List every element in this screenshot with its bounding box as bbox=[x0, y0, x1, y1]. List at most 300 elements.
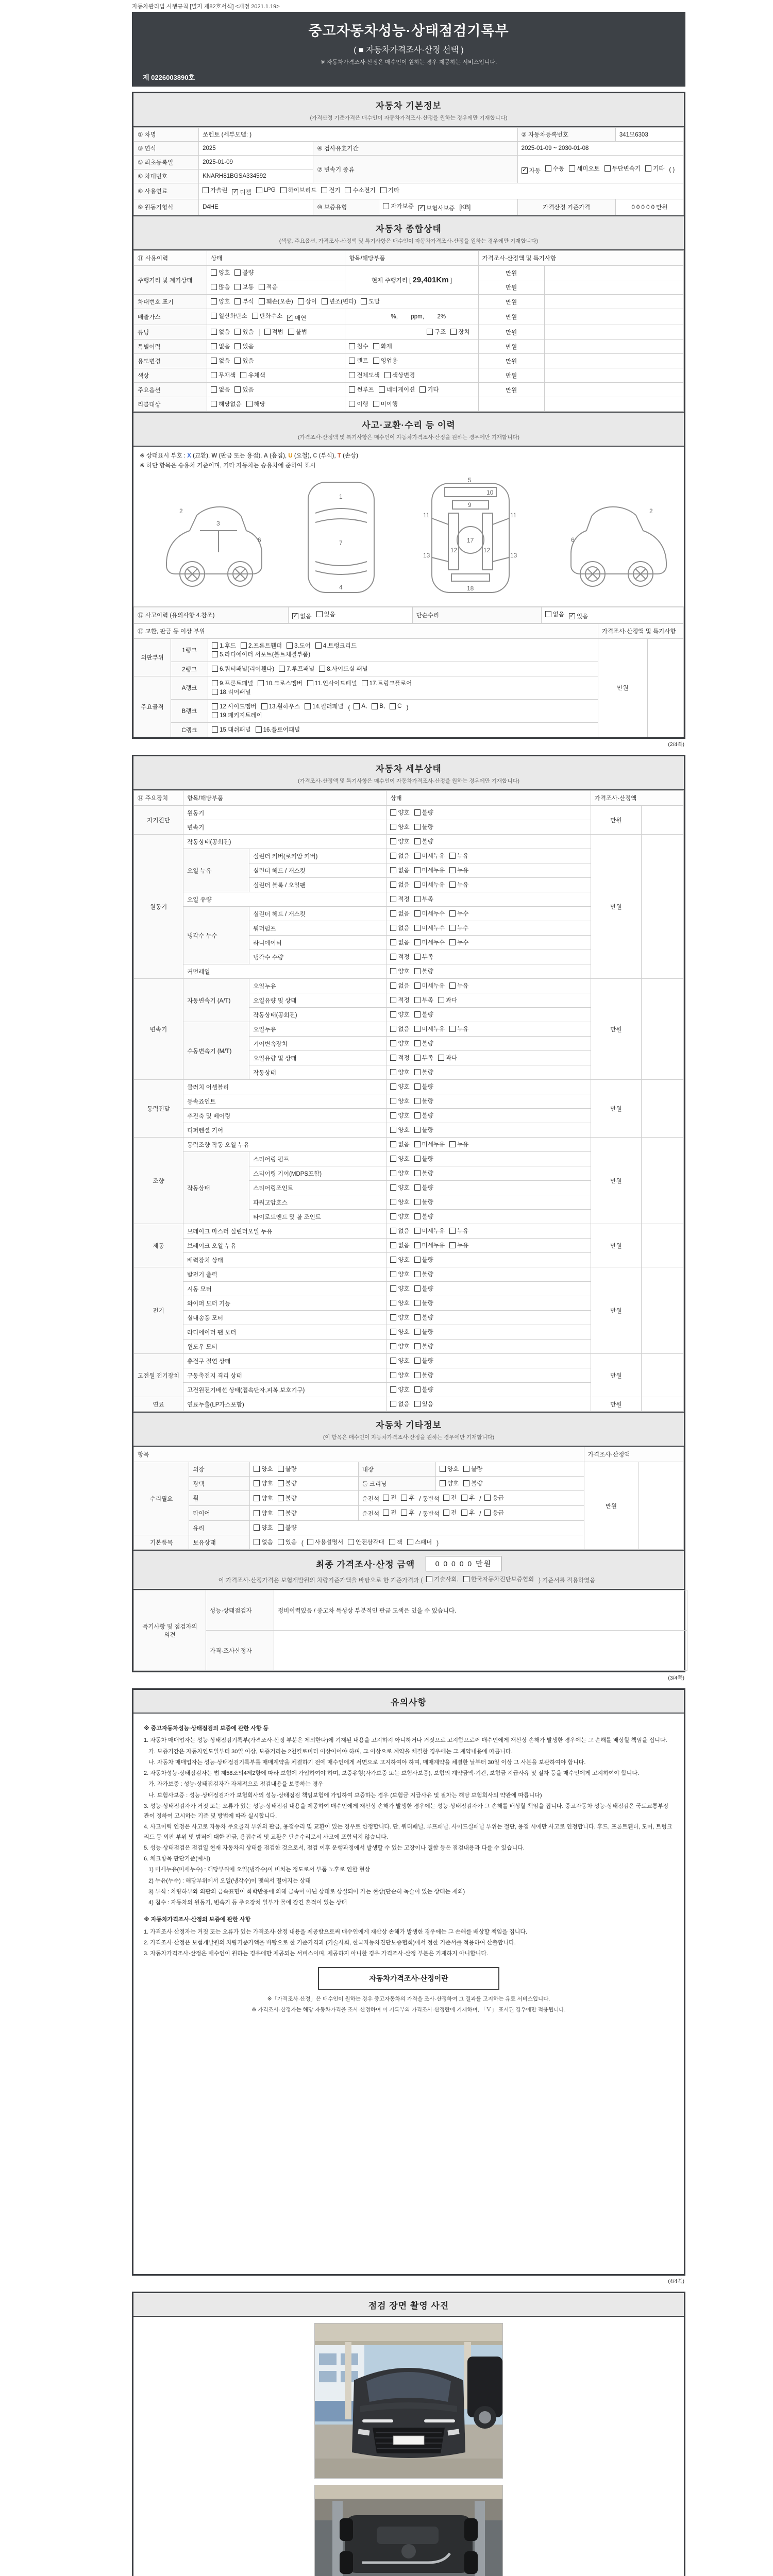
polish-options[interactable] bbox=[250, 1477, 358, 1491]
checkbox[interactable] bbox=[234, 342, 254, 350]
checkbox[interactable] bbox=[443, 1494, 457, 1502]
checkbox[interactable] bbox=[414, 866, 445, 874]
status-options[interactable] bbox=[386, 1397, 591, 1412]
checkbox[interactable] bbox=[307, 1538, 344, 1546]
warranty-options[interactable] bbox=[379, 199, 517, 215]
transmission-options[interactable] bbox=[517, 156, 683, 183]
checkbox[interactable] bbox=[390, 1371, 409, 1379]
usage-change-items[interactable] bbox=[345, 354, 478, 368]
checkbox[interactable] bbox=[212, 679, 253, 687]
recall-options[interactable] bbox=[207, 397, 345, 412]
checkbox[interactable] bbox=[321, 186, 340, 194]
wheel-options[interactable] bbox=[250, 1491, 358, 1506]
special-history-options[interactable] bbox=[207, 340, 345, 354]
checkbox[interactable] bbox=[278, 1465, 297, 1473]
status-options[interactable] bbox=[386, 907, 591, 921]
checkbox[interactable] bbox=[203, 186, 227, 194]
checkbox[interactable] bbox=[349, 385, 374, 394]
checkbox[interactable] bbox=[414, 1126, 433, 1134]
checkbox[interactable] bbox=[390, 909, 409, 918]
checkbox[interactable] bbox=[390, 1169, 409, 1177]
checkbox[interactable] bbox=[414, 852, 445, 860]
checkbox[interactable] bbox=[414, 1227, 445, 1235]
checkbox[interactable] bbox=[390, 1198, 409, 1206]
checkbox[interactable] bbox=[414, 1111, 433, 1120]
status-options[interactable] bbox=[386, 849, 591, 863]
checkbox[interactable] bbox=[414, 823, 433, 831]
status-options[interactable] bbox=[386, 806, 591, 820]
checkbox[interactable] bbox=[414, 1241, 445, 1249]
checkbox[interactable] bbox=[252, 312, 282, 320]
checkbox[interactable] bbox=[414, 981, 445, 990]
checkbox[interactable] bbox=[414, 880, 445, 889]
checkbox[interactable] bbox=[390, 1400, 409, 1408]
checkbox[interactable] bbox=[414, 938, 445, 946]
checkbox[interactable] bbox=[414, 1371, 433, 1379]
vin-mark-options[interactable] bbox=[207, 295, 478, 309]
checkbox[interactable] bbox=[254, 1538, 273, 1546]
status-options[interactable] bbox=[386, 1354, 591, 1368]
rank1-options-line2[interactable] bbox=[212, 650, 594, 659]
checkbox[interactable] bbox=[211, 268, 230, 277]
mileage-options-1[interactable] bbox=[207, 266, 345, 280]
tire-options[interactable] bbox=[250, 1506, 358, 1521]
status-options[interactable] bbox=[386, 1022, 591, 1037]
checkbox[interactable] bbox=[264, 328, 283, 336]
checkbox[interactable] bbox=[426, 1575, 459, 1583]
checkbox[interactable] bbox=[449, 1241, 468, 1249]
checkbox[interactable] bbox=[278, 1523, 297, 1532]
checkbox[interactable] bbox=[414, 1082, 433, 1091]
checkbox[interactable] bbox=[414, 1342, 433, 1350]
status-options[interactable] bbox=[386, 993, 591, 1008]
rankB-options-line1[interactable] bbox=[212, 702, 594, 711]
checkbox[interactable] bbox=[211, 400, 241, 408]
rankB-options-line2[interactable] bbox=[212, 711, 594, 720]
checkbox[interactable] bbox=[463, 1479, 482, 1487]
mileage-options-2[interactable] bbox=[207, 280, 345, 295]
checkbox[interactable] bbox=[212, 702, 257, 710]
rankC-options[interactable] bbox=[208, 723, 598, 737]
room-cleaning-options[interactable] bbox=[436, 1477, 584, 1491]
checkbox[interactable] bbox=[390, 1212, 409, 1221]
checkbox[interactable] bbox=[414, 1357, 433, 1365]
checkbox[interactable] bbox=[211, 342, 230, 350]
status-options[interactable] bbox=[386, 1253, 591, 1267]
checkbox[interactable] bbox=[390, 1342, 409, 1350]
legend-segment: A bbox=[263, 453, 268, 459]
checkbox[interactable] bbox=[254, 1494, 273, 1502]
status-options[interactable] bbox=[386, 1138, 591, 1152]
checkbox[interactable] bbox=[401, 1509, 414, 1517]
status-options[interactable] bbox=[386, 1282, 591, 1296]
checkbox[interactable] bbox=[380, 186, 399, 194]
checkbox[interactable] bbox=[390, 895, 409, 903]
checkbox[interactable] bbox=[349, 357, 368, 365]
status-options[interactable] bbox=[386, 1195, 591, 1210]
rankA-options-line1[interactable] bbox=[212, 679, 594, 688]
checkbox[interactable] bbox=[373, 400, 398, 408]
checkbox[interactable] bbox=[414, 837, 433, 845]
checkbox[interactable] bbox=[390, 866, 409, 874]
checkbox[interactable] bbox=[414, 1313, 433, 1321]
tire-positions[interactable] bbox=[358, 1506, 584, 1521]
status-options[interactable] bbox=[386, 1383, 591, 1397]
checkbox[interactable] bbox=[390, 1068, 409, 1076]
checkbox[interactable] bbox=[211, 385, 230, 394]
checkbox[interactable] bbox=[373, 342, 392, 350]
checkbox[interactable] bbox=[322, 297, 356, 306]
checkbox[interactable] bbox=[287, 641, 311, 650]
checkbox[interactable] bbox=[414, 1140, 445, 1148]
checkbox[interactable] bbox=[414, 1256, 433, 1264]
checkbox[interactable] bbox=[545, 164, 564, 173]
checkbox[interactable] bbox=[449, 880, 468, 889]
checkbox[interactable] bbox=[390, 852, 409, 860]
checkbox[interactable] bbox=[414, 1270, 433, 1278]
checkbox[interactable] bbox=[604, 164, 641, 173]
checkbox[interactable] bbox=[287, 314, 306, 322]
checkbox[interactable] bbox=[256, 725, 300, 734]
checkbox[interactable] bbox=[349, 371, 379, 379]
status-options[interactable] bbox=[386, 1123, 591, 1138]
checkbox[interactable] bbox=[414, 1025, 445, 1033]
checkbox[interactable] bbox=[390, 1313, 409, 1321]
checkbox[interactable] bbox=[261, 702, 300, 710]
checkbox[interactable] bbox=[254, 1509, 273, 1517]
status-options[interactable] bbox=[386, 1065, 591, 1080]
checkbox[interactable] bbox=[259, 283, 278, 291]
checkbox[interactable] bbox=[254, 1523, 273, 1532]
checkbox[interactable] bbox=[292, 612, 311, 620]
checkbox[interactable] bbox=[407, 1538, 432, 1546]
checkbox[interactable] bbox=[449, 1227, 468, 1235]
checkbox[interactable] bbox=[212, 688, 250, 696]
checkbox[interactable] bbox=[278, 1479, 297, 1487]
checkbox[interactable] bbox=[390, 1082, 409, 1091]
tuning-options-1[interactable] bbox=[211, 330, 258, 336]
checkbox[interactable] bbox=[298, 297, 317, 306]
checkbox[interactable] bbox=[390, 981, 409, 990]
checkbox[interactable] bbox=[383, 202, 413, 210]
checkbox[interactable] bbox=[427, 328, 446, 336]
checkbox[interactable] bbox=[383, 1494, 396, 1502]
price-cell: 만원 bbox=[591, 979, 641, 1080]
checkbox[interactable] bbox=[288, 328, 307, 336]
legend-segment: T bbox=[337, 453, 341, 459]
checkbox[interactable] bbox=[414, 1328, 433, 1336]
checkbox[interactable] bbox=[390, 1270, 409, 1278]
status-options[interactable] bbox=[386, 1051, 591, 1065]
checkbox[interactable] bbox=[348, 1538, 384, 1546]
checkbox[interactable] bbox=[463, 1575, 534, 1583]
simple-repair-options[interactable] bbox=[541, 607, 683, 623]
checkbox[interactable] bbox=[390, 1241, 409, 1249]
status-options[interactable] bbox=[386, 964, 591, 979]
checkbox[interactable] bbox=[438, 996, 457, 1004]
checkbox[interactable] bbox=[354, 703, 367, 709]
interior-options[interactable] bbox=[436, 1462, 584, 1477]
checkbox[interactable] bbox=[345, 186, 375, 194]
checkbox[interactable] bbox=[307, 679, 357, 687]
status-options[interactable] bbox=[386, 1166, 591, 1181]
checkbox[interactable] bbox=[414, 895, 433, 903]
accident-history-options[interactable] bbox=[289, 607, 412, 623]
checkbox[interactable] bbox=[449, 1140, 468, 1148]
checkbox[interactable] bbox=[390, 967, 409, 975]
status-options[interactable] bbox=[386, 1008, 591, 1022]
checkbox[interactable] bbox=[461, 1494, 475, 1502]
main-option-items[interactable] bbox=[345, 383, 478, 397]
checkbox[interactable] bbox=[449, 981, 468, 990]
checkbox[interactable] bbox=[414, 1400, 433, 1408]
glass-options[interactable] bbox=[250, 1521, 584, 1535]
fuel-options[interactable] bbox=[199, 183, 684, 199]
holding-status-options[interactable] bbox=[250, 1535, 584, 1550]
status-options[interactable] bbox=[386, 835, 591, 849]
status-options[interactable] bbox=[386, 1224, 591, 1239]
rank2-options[interactable] bbox=[208, 662, 598, 676]
checkbox[interactable] bbox=[234, 357, 254, 365]
checkbox[interactable] bbox=[389, 1538, 402, 1546]
recall-items[interactable] bbox=[345, 397, 478, 412]
checkbox[interactable] bbox=[414, 996, 433, 1004]
status-options[interactable] bbox=[386, 820, 591, 835]
checkbox[interactable] bbox=[414, 909, 445, 918]
checkbox[interactable] bbox=[440, 1465, 459, 1473]
checkbox[interactable] bbox=[569, 164, 599, 173]
checkbox[interactable] bbox=[414, 1068, 433, 1076]
note-cell bbox=[544, 325, 683, 340]
checkbox[interactable] bbox=[234, 297, 254, 306]
checkbox[interactable] bbox=[449, 866, 468, 874]
checkbox[interactable] bbox=[319, 665, 367, 673]
special-history-items[interactable] bbox=[345, 340, 478, 354]
checkbox[interactable] bbox=[438, 1054, 457, 1062]
checkbox[interactable] bbox=[418, 204, 455, 212]
checkbox[interactable] bbox=[414, 953, 433, 961]
status-options[interactable] bbox=[386, 1311, 591, 1325]
checkbox[interactable] bbox=[256, 187, 276, 193]
status-options[interactable] bbox=[386, 863, 591, 878]
checkbox[interactable] bbox=[212, 665, 274, 673]
tuning-options-2[interactable] bbox=[264, 330, 312, 336]
checkbox[interactable] bbox=[390, 1256, 409, 1264]
wheel-positions[interactable] bbox=[358, 1491, 584, 1506]
status-options[interactable] bbox=[386, 950, 591, 964]
checkbox[interactable] bbox=[234, 328, 254, 336]
checkbox[interactable] bbox=[463, 1465, 482, 1473]
status-options[interactable] bbox=[386, 1094, 591, 1109]
checkbox[interactable] bbox=[232, 188, 251, 196]
checkbox[interactable] bbox=[414, 1385, 433, 1394]
checkbox[interactable] bbox=[349, 342, 368, 350]
checkbox-label: 수동 bbox=[552, 165, 565, 172]
checkbox[interactable] bbox=[440, 1479, 459, 1487]
checkbox[interactable] bbox=[390, 1140, 409, 1148]
checkbox-label: 누유 bbox=[457, 983, 469, 989]
checkbox[interactable] bbox=[414, 1284, 433, 1293]
checkbox[interactable] bbox=[414, 1169, 433, 1177]
checkbox[interactable] bbox=[278, 1538, 297, 1546]
checkbox[interactable] bbox=[254, 1465, 273, 1473]
checkbox[interactable] bbox=[390, 953, 409, 961]
checkbox[interactable] bbox=[645, 164, 664, 173]
checkbox[interactable] bbox=[390, 1111, 409, 1120]
checkbox[interactable] bbox=[305, 702, 343, 710]
checkbox[interactable] bbox=[390, 1385, 409, 1394]
checkbox[interactable] bbox=[316, 610, 335, 618]
checkbox[interactable] bbox=[569, 612, 588, 620]
status-options[interactable] bbox=[386, 892, 591, 907]
checkbox[interactable] bbox=[390, 1025, 409, 1033]
checkbox[interactable] bbox=[212, 725, 250, 734]
color-options[interactable] bbox=[207, 368, 345, 383]
checkbox[interactable] bbox=[279, 665, 314, 673]
checkbox[interactable] bbox=[414, 1299, 433, 1307]
checkbox[interactable] bbox=[414, 967, 433, 975]
unchecked-box-icon bbox=[373, 401, 379, 407]
status-options[interactable] bbox=[386, 1239, 591, 1253]
checkbox[interactable] bbox=[414, 1097, 433, 1105]
checkbox[interactable] bbox=[545, 610, 564, 618]
status-options[interactable] bbox=[386, 1368, 591, 1383]
checkbox[interactable] bbox=[258, 679, 303, 687]
status-options[interactable] bbox=[386, 878, 591, 892]
checkbox[interactable] bbox=[390, 1039, 409, 1047]
status-options[interactable] bbox=[386, 1267, 591, 1282]
checkbox[interactable] bbox=[211, 328, 230, 336]
checkbox[interactable] bbox=[234, 385, 254, 394]
checkbox[interactable] bbox=[390, 1010, 409, 1019]
checkbox[interactable] bbox=[419, 385, 439, 394]
checkbox[interactable] bbox=[390, 1155, 409, 1163]
status-options[interactable] bbox=[386, 1109, 591, 1123]
checkbox[interactable] bbox=[414, 1054, 433, 1062]
checkbox[interactable] bbox=[461, 1509, 475, 1517]
checkbox[interactable] bbox=[390, 837, 409, 845]
checkbox[interactable] bbox=[390, 880, 409, 889]
checkbox[interactable] bbox=[362, 679, 412, 687]
checkbox[interactable] bbox=[443, 1509, 457, 1517]
color-items[interactable] bbox=[345, 368, 478, 383]
checkbox[interactable] bbox=[390, 938, 409, 946]
checkbox[interactable] bbox=[390, 823, 409, 831]
checkbox[interactable] bbox=[384, 371, 415, 379]
checkbox[interactable] bbox=[390, 1357, 409, 1365]
checkbox[interactable] bbox=[278, 1494, 297, 1502]
checkbox[interactable] bbox=[254, 1479, 273, 1487]
checkbox[interactable] bbox=[234, 268, 254, 277]
usage-change-options[interactable] bbox=[207, 354, 345, 368]
checkbox[interactable] bbox=[240, 371, 265, 379]
checkbox[interactable] bbox=[315, 641, 357, 650]
checkbox[interactable] bbox=[414, 1010, 433, 1019]
checkbox[interactable] bbox=[390, 703, 401, 709]
checkbox[interactable] bbox=[414, 1198, 433, 1206]
checkbox[interactable] bbox=[372, 703, 385, 709]
checkbox[interactable] bbox=[390, 1284, 409, 1293]
status-options[interactable] bbox=[386, 936, 591, 950]
checkbox[interactable] bbox=[383, 1509, 396, 1517]
checkbox[interactable] bbox=[449, 924, 468, 932]
checkbox[interactable] bbox=[401, 1494, 414, 1502]
checkbox[interactable] bbox=[414, 1155, 433, 1163]
status-options[interactable] bbox=[386, 921, 591, 936]
checkbox[interactable] bbox=[390, 1183, 409, 1192]
rankA-options-line2[interactable] bbox=[212, 688, 594, 697]
checkbox[interactable] bbox=[280, 186, 317, 194]
checkbox[interactable] bbox=[278, 1509, 297, 1517]
checkbox[interactable] bbox=[390, 1328, 409, 1336]
checkbox[interactable] bbox=[414, 808, 433, 817]
checkbox[interactable] bbox=[361, 297, 380, 306]
checkbox[interactable] bbox=[211, 297, 230, 306]
status-options[interactable] bbox=[386, 979, 591, 993]
checkbox[interactable] bbox=[414, 1039, 433, 1047]
status-options[interactable] bbox=[386, 1181, 591, 1195]
main-option-options[interactable] bbox=[207, 383, 345, 397]
checkbox[interactable] bbox=[390, 1227, 409, 1235]
status-options[interactable] bbox=[386, 1037, 591, 1051]
checkbox[interactable] bbox=[212, 641, 236, 650]
checkbox[interactable] bbox=[449, 852, 468, 860]
checkbox[interactable] bbox=[390, 1097, 409, 1105]
checkbox[interactable] bbox=[373, 357, 398, 365]
checkbox[interactable] bbox=[212, 650, 310, 658]
rank1-options-line1[interactable] bbox=[212, 641, 594, 650]
status-options[interactable] bbox=[386, 1325, 591, 1340]
checkbox[interactable] bbox=[522, 166, 541, 175]
checkbox[interactable] bbox=[449, 1025, 468, 1033]
checkbox[interactable] bbox=[211, 357, 230, 365]
checkbox[interactable] bbox=[390, 1299, 409, 1307]
checkbox[interactable] bbox=[234, 283, 254, 291]
checkbox[interactable] bbox=[246, 400, 265, 408]
status-options[interactable] bbox=[386, 1080, 591, 1094]
checkbox[interactable] bbox=[450, 328, 469, 336]
checkbox[interactable] bbox=[414, 1183, 433, 1192]
exterior-options[interactable] bbox=[250, 1462, 358, 1477]
status-options[interactable] bbox=[386, 1296, 591, 1311]
checkbox[interactable] bbox=[212, 711, 262, 719]
checkbox[interactable] bbox=[390, 1054, 409, 1062]
checkbox[interactable] bbox=[211, 371, 236, 379]
status-options[interactable] bbox=[386, 1340, 591, 1354]
checkbox[interactable] bbox=[379, 385, 415, 394]
checkbox[interactable] bbox=[259, 297, 293, 306]
checkbox[interactable] bbox=[484, 1494, 503, 1502]
checkbox[interactable] bbox=[484, 1509, 503, 1517]
checkbox[interactable] bbox=[211, 283, 230, 291]
status-options[interactable] bbox=[386, 1152, 591, 1166]
status-options[interactable] bbox=[386, 1210, 591, 1224]
checkbox[interactable] bbox=[241, 641, 282, 650]
checkbox[interactable] bbox=[449, 909, 468, 918]
checkbox[interactable] bbox=[414, 1212, 433, 1221]
checkbox[interactable] bbox=[390, 1126, 409, 1134]
checkbox[interactable] bbox=[449, 938, 468, 946]
checkbox[interactable] bbox=[349, 400, 368, 408]
checkbox[interactable] bbox=[390, 996, 409, 1004]
checkbox-label: 없음 bbox=[552, 612, 564, 618]
checkbox[interactable] bbox=[390, 808, 409, 817]
tuning-item-options[interactable] bbox=[345, 325, 478, 340]
checkbox[interactable] bbox=[414, 924, 445, 932]
emission-options[interactable] bbox=[207, 309, 345, 325]
checkbox[interactable] bbox=[390, 924, 409, 932]
checkbox[interactable] bbox=[211, 312, 247, 320]
